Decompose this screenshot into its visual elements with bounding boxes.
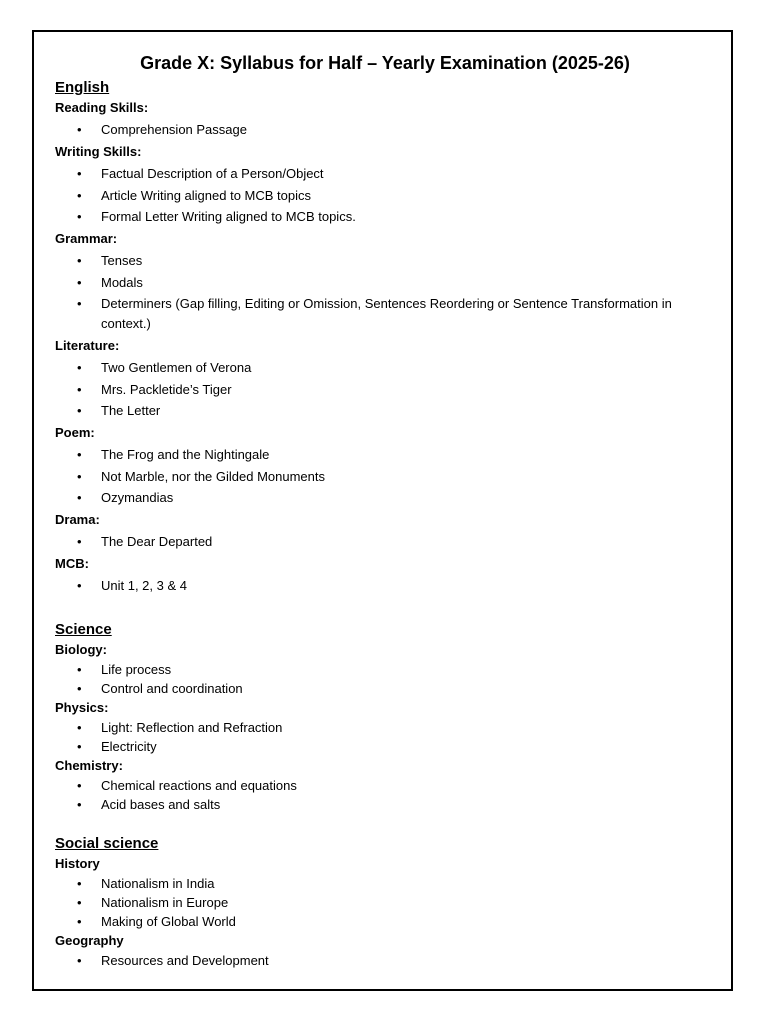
list-item: • Nationalism in Europe	[55, 893, 715, 912]
category-physics: Physics:	[55, 700, 109, 715]
list-item: • Light: Reflection and Refraction	[55, 718, 715, 737]
list-item: • Comprehension Passage	[55, 120, 715, 140]
list-item: • Nationalism in India	[55, 874, 715, 893]
section-spacer	[55, 598, 715, 620]
list-grammar	[55, 251, 715, 334]
list-item: • The Frog and the Nightingale	[55, 445, 715, 465]
list-item: • Two Gentlemen of Verona	[55, 358, 715, 378]
list-history	[55, 874, 715, 931]
list-item: • Life process	[55, 660, 715, 679]
category-geography: Geography	[55, 933, 124, 948]
list-poem	[55, 445, 715, 508]
list-item: • The Dear Departed	[55, 532, 715, 552]
list-item: • Ozymandias	[55, 488, 715, 508]
list-item: • Article Writing aligned to MCB topics	[55, 186, 715, 206]
list-item: • Formal Letter Writing aligned to MCB topics.	[55, 207, 715, 227]
page-title: Grade X: Syllabus for Half – Yearly Examination (2025-26)	[140, 53, 630, 73]
category-drama: Drama:	[55, 512, 100, 527]
category-literature: Literature:	[55, 338, 120, 353]
list-item: • Not Marble, nor the Gilded Monuments	[55, 467, 715, 487]
syllabus-document	[55, 52, 715, 970]
list-reading-skills	[55, 120, 715, 140]
list-chemistry	[55, 776, 715, 814]
list-literature	[55, 358, 715, 421]
category-chemistry: Chemistry:	[55, 758, 123, 773]
list-geography	[55, 951, 715, 970]
list-item: • Tenses	[55, 251, 715, 271]
list-writing-skills	[55, 164, 715, 227]
list-item: • Acid bases and salts	[55, 795, 715, 814]
list-item: • Chemical reactions and equations	[55, 776, 715, 795]
category-grammar: Grammar:	[55, 231, 118, 246]
subject-heading-english: English	[55, 79, 110, 96]
subject-heading-social-science: Social science	[55, 835, 159, 852]
category-history: History	[55, 856, 100, 871]
category-biology: Biology:	[55, 642, 107, 657]
list-item: • Electricity	[55, 737, 715, 756]
list-item: • Modals	[55, 273, 715, 293]
list-item: • Factual Description of a Person/Object	[55, 164, 715, 184]
list-item: • The Letter	[55, 401, 715, 421]
category-poem: Poem:	[55, 425, 95, 440]
category-writing-skills: Writing Skills:	[55, 144, 142, 159]
list-mcb	[55, 576, 715, 596]
list-item: • Mrs. Packletide’s Tiger	[55, 380, 715, 400]
list-biology	[55, 660, 715, 698]
list-physics	[55, 718, 715, 756]
category-mcb: MCB:	[55, 556, 89, 571]
list-item: • Unit 1, 2, 3 & 4	[55, 576, 715, 596]
list-item: • Determiners (Gap filling, Editing or Omission, Sentences Reordering or Sentence Transformation in context.)	[55, 294, 715, 334]
subject-heading-science: Science	[55, 621, 112, 638]
list-item: • Control and coordination	[55, 679, 715, 698]
category-reading-skills: Reading Skills:	[55, 100, 149, 115]
list-item: • Making of Global World	[55, 912, 715, 931]
list-drama	[55, 532, 715, 552]
list-item: • Resources and Development	[55, 951, 715, 970]
section-spacer	[55, 814, 715, 834]
